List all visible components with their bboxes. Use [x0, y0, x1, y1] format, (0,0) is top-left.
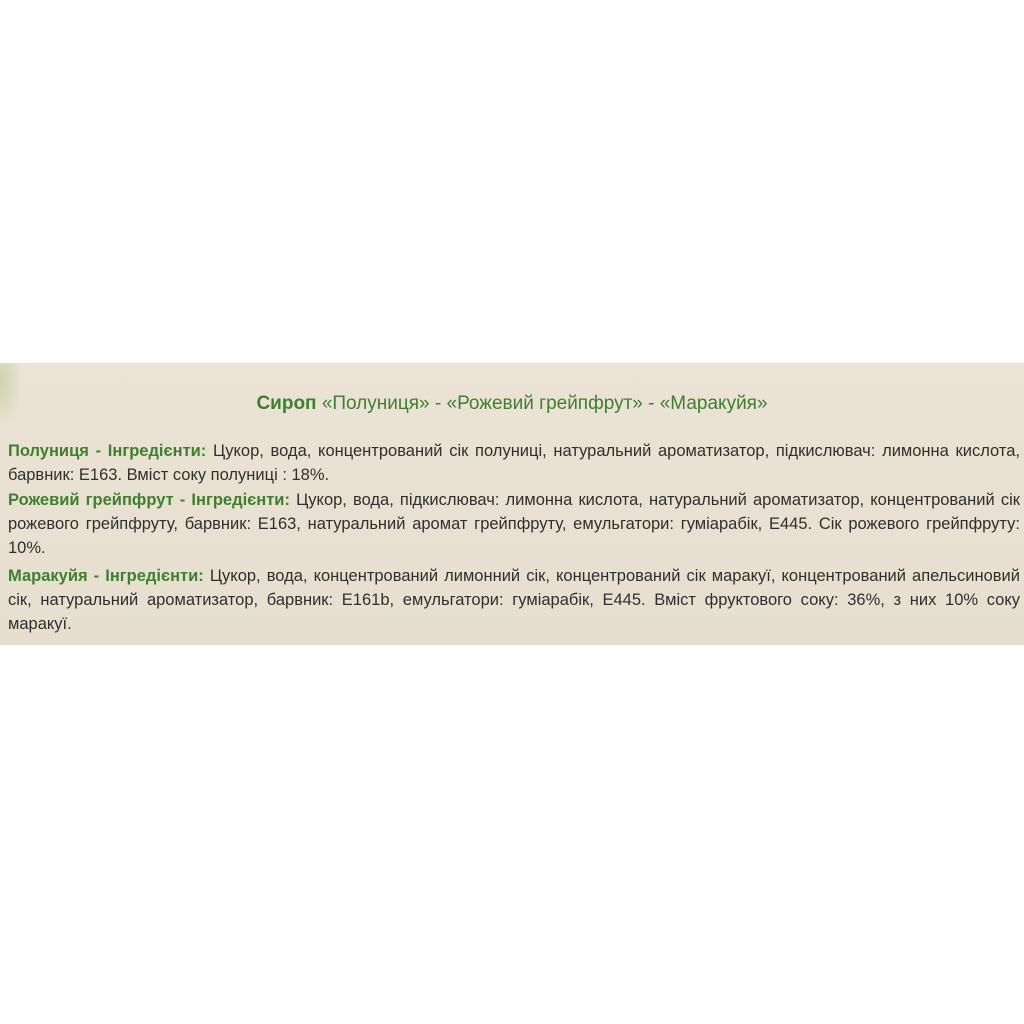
- title-product-type: Сироп: [256, 393, 317, 414]
- ingredients-text: Цукор, вода, концентрований сік полуниці, натуральний ароматизатор, підкислювач: лимонна кислота, барвник: Е163. Вміст соку полуниці : 18%.: [8, 442, 1020, 484]
- ingredients-heading: Полуниця - Інгредієнти:: [8, 442, 207, 460]
- ingredients-heading: Рожевий грейпфрут - Інгредієнти:: [8, 491, 290, 509]
- title-flavours: «Полуниця» - «Рожевий грейпфрут» - «Маракуйя»: [321, 393, 768, 414]
- ingredients-strawberry: [8, 439, 1020, 487]
- ingredients-text: Цукор, вода, підкислювач: лимонна кислота, натуральний ароматизатор, концентрований сік рожевого грейпфруту, барвник: Е163, натуральний аромат грейпфруту, емульгатори: гуміарабік, Е445. Сік рожевого грейпфруту: 10%.: [8, 491, 1020, 557]
- label-title: [0, 392, 1024, 416]
- ingredients-heading: Маракуйя - Інгредієнти:: [8, 567, 204, 585]
- ingredients-passion-fruit: [8, 564, 1020, 636]
- ingredients-text: Цукор, вода, концентрований лимонний сік, концентрований сік маракуї, концентрований апельсиновий сік, натуральний ароматизатор, барвник: Е161b, емульгатори: гуміарабік, Е445. Вміст фруктового соку: 36%, з них 10% соку маракуї.: [8, 567, 1020, 633]
- ingredients-pink-grapefruit: [8, 488, 1020, 560]
